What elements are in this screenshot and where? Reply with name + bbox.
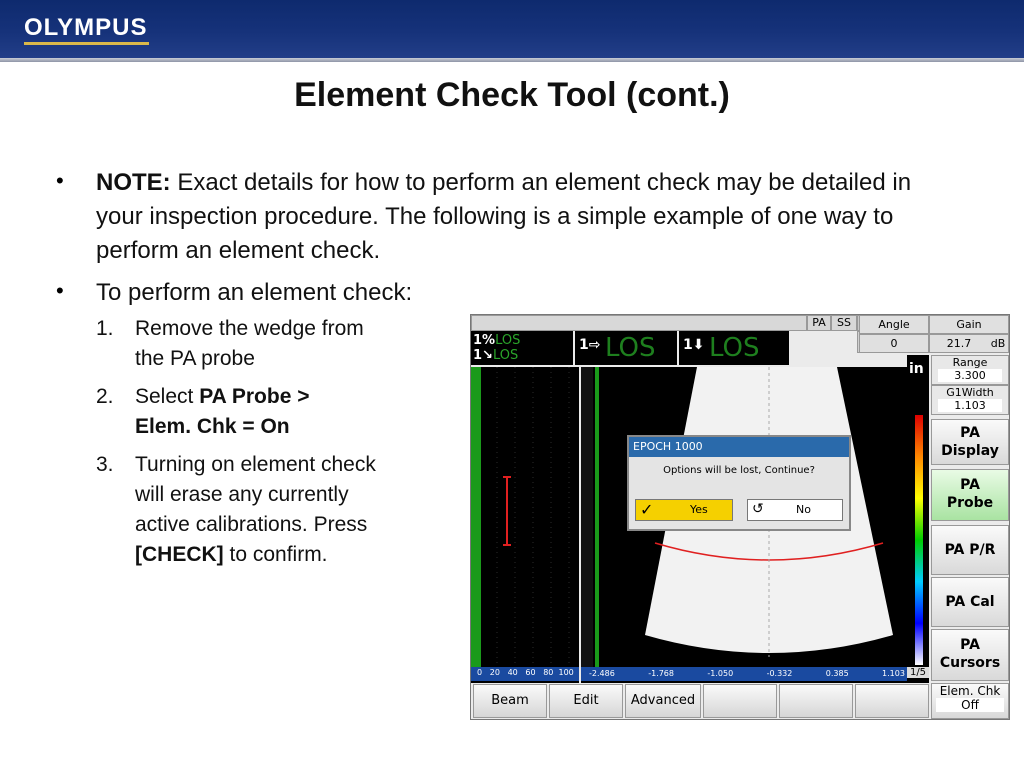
gain-value-cell[interactable]: 21.7 dB [929,334,1009,353]
soft-key-blank[interactable] [855,684,929,718]
pa-probe-button[interactable]: PA Probe [931,469,1009,521]
edit-button[interactable]: Edit [549,684,623,718]
pa-display-button[interactable]: PA Display [931,419,1009,465]
undo-icon: ↺ [752,501,764,517]
page-indicator: 1/5 [907,667,929,678]
pa-indicator: PA [807,315,831,331]
step-3-line-4: [CHECK] to confirm. [135,543,328,566]
elem-chk-button[interactable]: Elem. Chk Off [931,683,1009,719]
gain-label-cell[interactable]: Gain [929,315,1009,334]
pa-cursors-button[interactable]: PA Cursors [931,629,1009,681]
slide-title: Element Check Tool (cont.) [294,76,730,114]
dialog-message: Options will be lost, Continue? [663,465,815,476]
a-scan-area: 0 20 40 60 80 100 [471,367,579,683]
amplitude-color-bar [915,415,923,665]
step-3-line-2: will erase any currently [135,483,349,506]
step-2-line-1: Select PA Probe > [135,385,310,408]
pa-cal-button[interactable]: PA Cal [931,577,1009,627]
bullet-dot: • [56,168,64,193]
check-icon: ✓ [640,500,654,519]
beam-button[interactable]: Beam [473,684,547,718]
advanced-button[interactable]: Advanced [625,684,701,718]
epoch-screen [470,314,1010,720]
step-3-line-3: active calibrations. Press [135,513,368,536]
olympus-logo: OLYMPUS [24,14,148,41]
gate-readout-1: 1%LOS 1↘LOS [471,331,573,365]
unit-label: in [909,361,924,377]
pa-pr-button[interactable]: PA P/R [931,525,1009,575]
color-scale-panel [907,355,929,683]
step-number: 1. [96,317,114,340]
no-button[interactable]: ↺ No [747,499,843,521]
confirm-dialog [627,435,851,531]
g1width-cell[interactable]: G1Width 1.103 [931,385,1009,415]
gate-readout-3: 1⬇ LOS [679,331,789,365]
a-scan-grid [471,367,579,683]
note-text: Exact details for how to perform an element check may be detailed in your inspection procedure. The following is a simple example of one way to perform an element check. [96,169,912,264]
header-rule [0,58,1024,62]
status-strip [471,315,807,331]
ss-indicator: SS [831,315,857,331]
bullet-dot: • [56,278,64,303]
step-1-line-1: Remove the wedge from [135,317,364,340]
range-cell[interactable]: Range 3.300 [931,355,1009,385]
step-number: 2. [96,385,114,408]
angle-value-cell: 0 [859,334,929,353]
soft-key-blank[interactable] [703,684,777,718]
step-number: 3. [96,453,114,476]
soft-key-blank[interactable] [779,684,853,718]
logo-underline [24,42,149,45]
dialog-title: EPOCH 1000 [629,437,849,457]
bullet-note [96,166,956,268]
step-1-line-2: the PA probe [135,347,255,370]
step-2-line-2: Elem. Chk = On [135,415,290,438]
gate-readout-2: 1⇨ LOS [575,331,677,365]
header-bar [0,0,1024,58]
bullet-procedure: To perform an element check: [96,279,413,306]
yes-button[interactable]: ✓ Yes [635,499,733,521]
angle-label-cell: Angle [859,315,929,334]
step-3-line-1: Turning on element check [135,453,376,476]
s-scan-area: -2.486 -1.768 -1.050 -0.332 0.385 1.103 [581,367,907,683]
note-label: NOTE: [96,169,171,196]
